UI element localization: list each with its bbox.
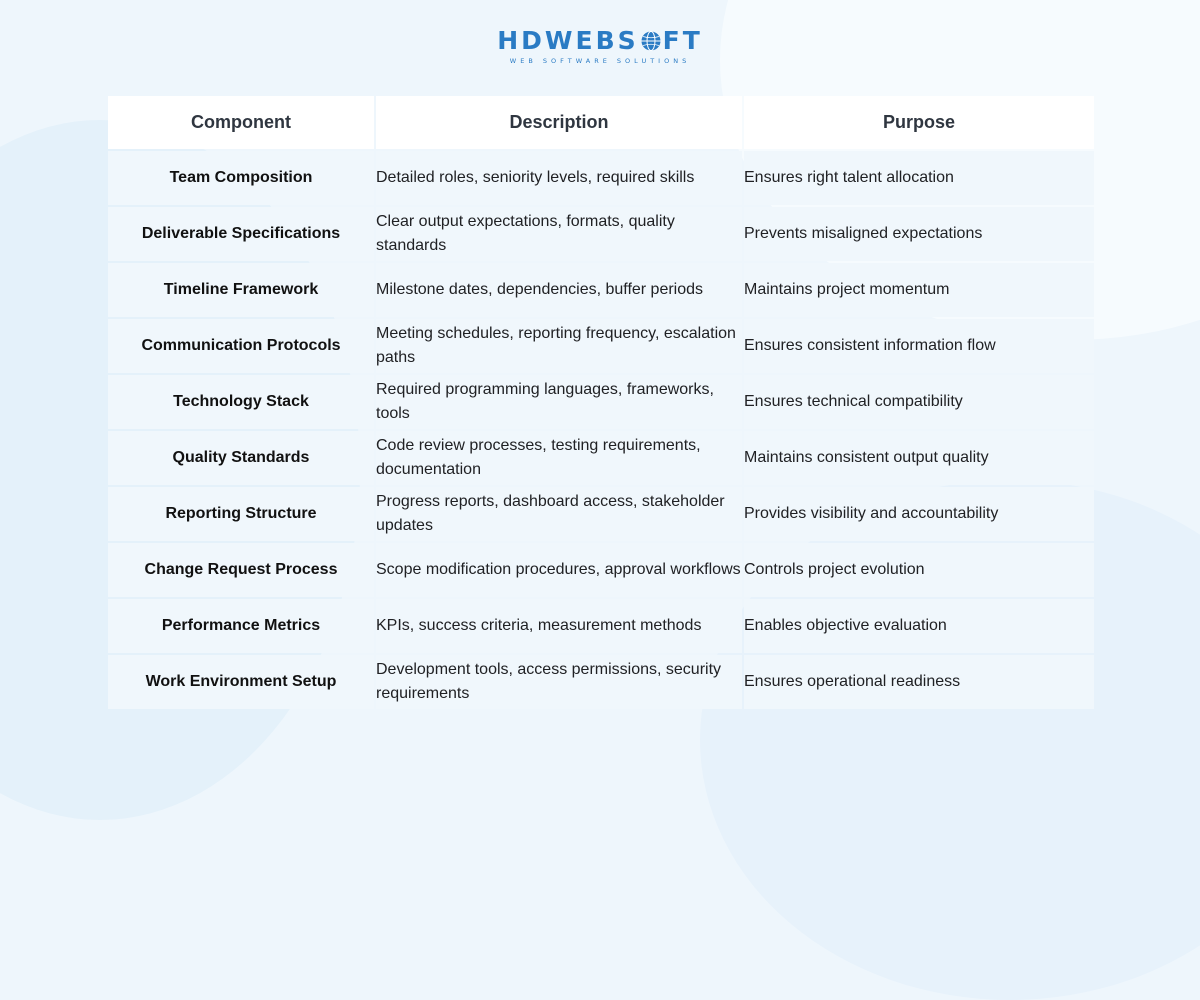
- cell-description: Milestone dates, dependencies, buffer periods: [376, 263, 742, 317]
- cell-purpose: Ensures technical compatibility: [744, 375, 1094, 429]
- cell-description: Progress reports, dashboard access, stakeholder updates: [376, 487, 742, 541]
- table-row: [108, 599, 1094, 653]
- table-row: [108, 543, 1094, 597]
- cell-purpose: Prevents misaligned expectations: [744, 207, 1094, 261]
- cell-description: Clear output expectations, formats, quality standards: [376, 207, 742, 261]
- cell-description: Code review processes, testing requirements, documentation: [376, 431, 742, 485]
- cell-description: Required programming languages, frameworks, tools: [376, 375, 742, 429]
- table-row: [108, 151, 1094, 205]
- cell-description: Scope modification procedures, approval workflows: [376, 543, 742, 597]
- cell-component: Team Composition: [108, 151, 374, 205]
- header-purpose: Purpose: [744, 96, 1094, 149]
- cell-component: Performance Metrics: [108, 599, 374, 653]
- globe-icon: [640, 30, 662, 52]
- cell-purpose: Ensures consistent information flow: [744, 319, 1094, 373]
- cell-purpose: Maintains consistent output quality: [744, 431, 1094, 485]
- cell-purpose: Controls project evolution: [744, 543, 1094, 597]
- header-description: Description: [376, 96, 742, 149]
- table-row: [108, 431, 1094, 485]
- table-row: [108, 319, 1094, 373]
- logo-wordmark: [497, 26, 703, 56]
- table-row: [108, 375, 1094, 429]
- cell-component: Communication Protocols: [108, 319, 374, 373]
- cell-component: Timeline Framework: [108, 263, 374, 317]
- cell-description: KPIs, success criteria, measurement methods: [376, 599, 742, 653]
- table-row: [108, 487, 1094, 541]
- cell-component: Reporting Structure: [108, 487, 374, 541]
- cell-component: Change Request Process: [108, 543, 374, 597]
- cell-purpose: Ensures operational readiness: [744, 655, 1094, 709]
- logo-text-left: HDWEBS: [497, 26, 639, 55]
- cell-purpose: Provides visibility and accountability: [744, 487, 1094, 541]
- table-row: [108, 655, 1094, 709]
- table-row: [108, 207, 1094, 261]
- cell-component: Technology Stack: [108, 375, 374, 429]
- cell-purpose: Enables objective evaluation: [744, 599, 1094, 653]
- brand-logo: [0, 26, 1200, 65]
- cell-description: Detailed roles, seniority levels, required skills: [376, 151, 742, 205]
- table-row: [108, 263, 1094, 317]
- cell-component: Deliverable Specifications: [108, 207, 374, 261]
- table-header-row: [108, 96, 1094, 149]
- cell-component: Quality Standards: [108, 431, 374, 485]
- logo-text-right: FT: [662, 26, 703, 55]
- logo-tagline: WEB SOFTWARE SOLUTIONS: [509, 57, 691, 65]
- cell-description: Development tools, access permissions, security requirements: [376, 655, 742, 709]
- cell-purpose: Maintains project momentum: [744, 263, 1094, 317]
- cell-component: Work Environment Setup: [108, 655, 374, 709]
- header-component: Component: [108, 96, 374, 149]
- cell-description: Meeting schedules, reporting frequency, escalation paths: [376, 319, 742, 373]
- cell-purpose: Ensures right talent allocation: [744, 151, 1094, 205]
- components-table: [106, 94, 1096, 711]
